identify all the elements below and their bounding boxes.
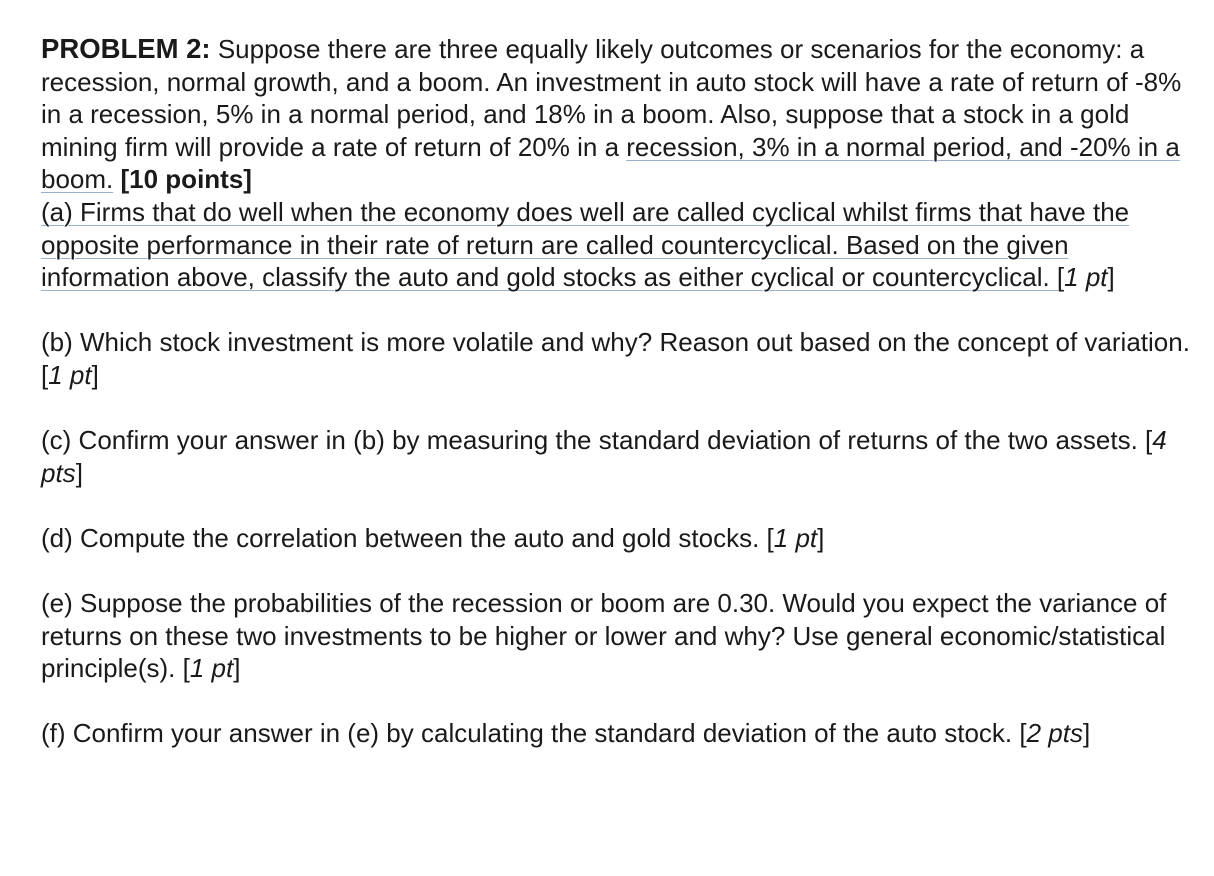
question-a-close: ]	[1107, 262, 1115, 293]
problem-document	[41, 33, 1201, 750]
question-e	[41, 587, 1201, 685]
spacer	[41, 392, 1201, 425]
question-e-points: 1 pt	[189, 653, 234, 684]
question-a-text: (a) Firms that do well when the economy does well are called cyclical whilst firms that have the opposite performance in their rate of return are called countercyclical. Based on the given information above, classify the auto and gold stocks as either cyclical or countercyclical. [	[41, 196, 1130, 293]
question-e-text: (e) Suppose the probabilities of the recession or boom are 0.30. Would you expect the variance of returns on these two investments to be higher or lower and why? Use general economic/statistical principle(s). [	[41, 588, 1167, 684]
question-e-close: ]	[233, 653, 241, 684]
problem-intro: Suppose there are three equally likely outcomes or scenarios for the economy: a recession, normal growth, and a boom. An investment in auto stock will have a rate of return of -8% in a recession, 5% in a normal period, and 18% in a boom. Also, suppose that a stock in a gold mining firm will provide a rate of return of 20% in a	[41, 34, 1182, 162]
spacer	[41, 294, 1201, 327]
question-d	[41, 522, 1201, 555]
spacer	[41, 685, 1201, 718]
question-f-text: (f) Confirm your answer in (e) by calculating the standard deviation of the auto stock. [	[41, 718, 1027, 749]
problem-statement	[41, 33, 1201, 196]
spacer	[41, 489, 1201, 522]
question-b-text: (b) Which stock investment is more volatile and why? Reason out based on the concept of variation. [	[41, 327, 1190, 390]
question-d-points: 1 pt	[773, 522, 818, 553]
question-d-text: (d) Compute the correlation between the auto and gold stocks. [	[41, 522, 774, 553]
question-f	[41, 717, 1201, 750]
question-f-points: 2 pts	[1026, 718, 1083, 749]
question-c-points: 4 pts	[41, 425, 1167, 488]
spacer	[41, 555, 1201, 588]
problem-intro-underlined: recession, 3% in a normal period, and -20% in a boom.	[41, 131, 1180, 195]
question-d-close: ]	[817, 522, 825, 553]
question-b	[41, 326, 1201, 391]
question-c-close: ]	[75, 457, 83, 488]
question-b-close: ]	[91, 359, 99, 390]
question-c-text: (c) Confirm your answer in (b) by measuring the standard deviation of returns of the two assets. [	[41, 425, 1153, 456]
problem-points: [10 points]	[120, 164, 252, 195]
question-a-points: 1 pt	[1064, 262, 1108, 293]
problem-label: PROBLEM 2:	[41, 33, 211, 64]
question-c	[41, 424, 1201, 489]
question-f-close: ]	[1082, 718, 1091, 749]
question-b-points: 1 pt	[48, 359, 92, 390]
question-a	[41, 196, 1201, 294]
